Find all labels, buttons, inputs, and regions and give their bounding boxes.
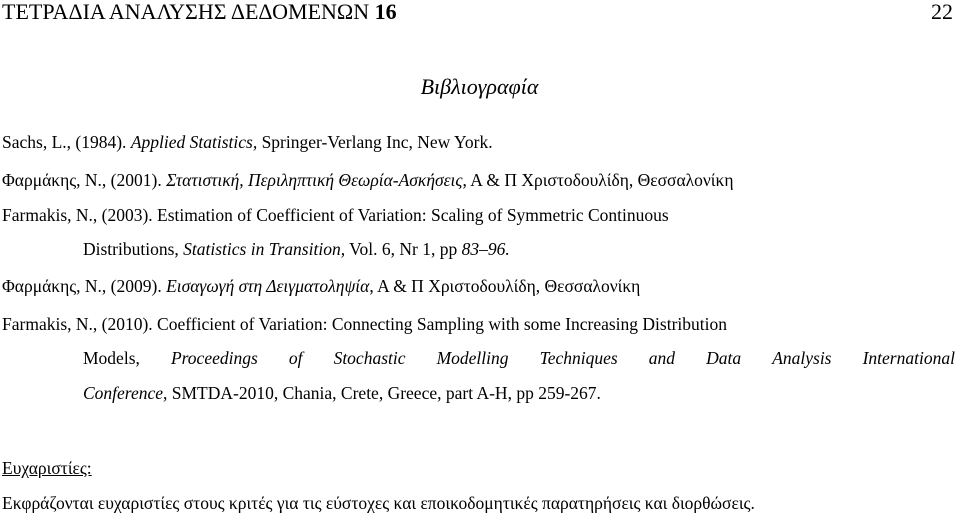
reference-word: International [862,348,955,368]
page-number: 22 [931,0,953,24]
reference-publisher: , Α & Π Χριστοδουλίδη, Θεσσαλονίκη [369,276,641,296]
acknowledgements-text: Εκφράζονται ευχαριστίες στους κριτές για τις εύστοχες και εποικοδομητικές παρατηρήσεις και διορθώσεις. [2,493,755,513]
reference-line-2 [83,238,510,260]
reference-line-1: Farmakis, N., (2010). Coefficient of Variation: Connecting Sampling with some Increasing Distribution [2,314,728,334]
reference-authors: Sachs, L., (1984). [2,132,131,152]
reference-word: Modelling [436,348,509,368]
section-title [0,74,959,100]
reference-line-2 [83,347,955,369]
reference-farmakis-2001 [2,169,733,191]
reference-word: Data [706,348,742,368]
section-title-text: Βιβλιογραφία [420,74,539,99]
reference-line-1: Farmakis, N., (2003). Estimation of Coefficient of Variation: Scaling of Symmetric Continuous [2,205,669,225]
reference-line-3 [83,382,601,404]
reference-text: Distributions, [83,239,184,259]
reference-title: Applied Statistics, [130,132,258,152]
reference-word: of [288,348,303,368]
reference-sachs-1984 [2,131,493,153]
reference-authors: Φαρμάκης, Ν., (2001). [2,170,167,190]
journal-title [2,0,397,25]
journal-name: ΤΕΤΡΑΔΙΑ ΑΝΑΛΥΣΗΣ ΔΕΔΟΜΕΝΩΝ [2,0,370,24]
reference-word: Techniques [539,348,618,368]
reference-word: Models, [83,348,140,368]
reference-details: , SMTDA-2010, Chania, Crete, Greece, part A-H, pp 259-267. [163,383,601,403]
reference-conference: Conference [83,383,164,403]
reference-journal: Statistics in Transition, [183,239,346,259]
issue-number: 16 [374,0,397,24]
reference-pages: 83–96. [461,239,510,259]
reference-volume: Vol. 6, Nr 1, pp [345,239,462,259]
reference-word: Analysis [772,348,832,368]
acknowledgements-title: Ευχαριστίες: [2,458,92,478]
reference-publisher: Springer-Verlang Inc, New York. [257,132,493,152]
reference-title: Εισαγωγή στη Δειγματοληψία [166,276,370,296]
reference-word: Proceedings [170,348,258,368]
reference-word: and [648,348,676,368]
reference-title: Στατιστική, Περιληπτική Θεωρία-Ασκήσεις [166,170,463,190]
reference-authors: Φαρμάκης, Ν., (2009). [2,276,167,296]
reference-publisher: , Α & Π Χριστοδουλίδη, Θεσσαλονίκη [462,170,734,190]
reference-farmakis-2009 [2,275,640,297]
reference-word: Stochastic [333,348,406,368]
